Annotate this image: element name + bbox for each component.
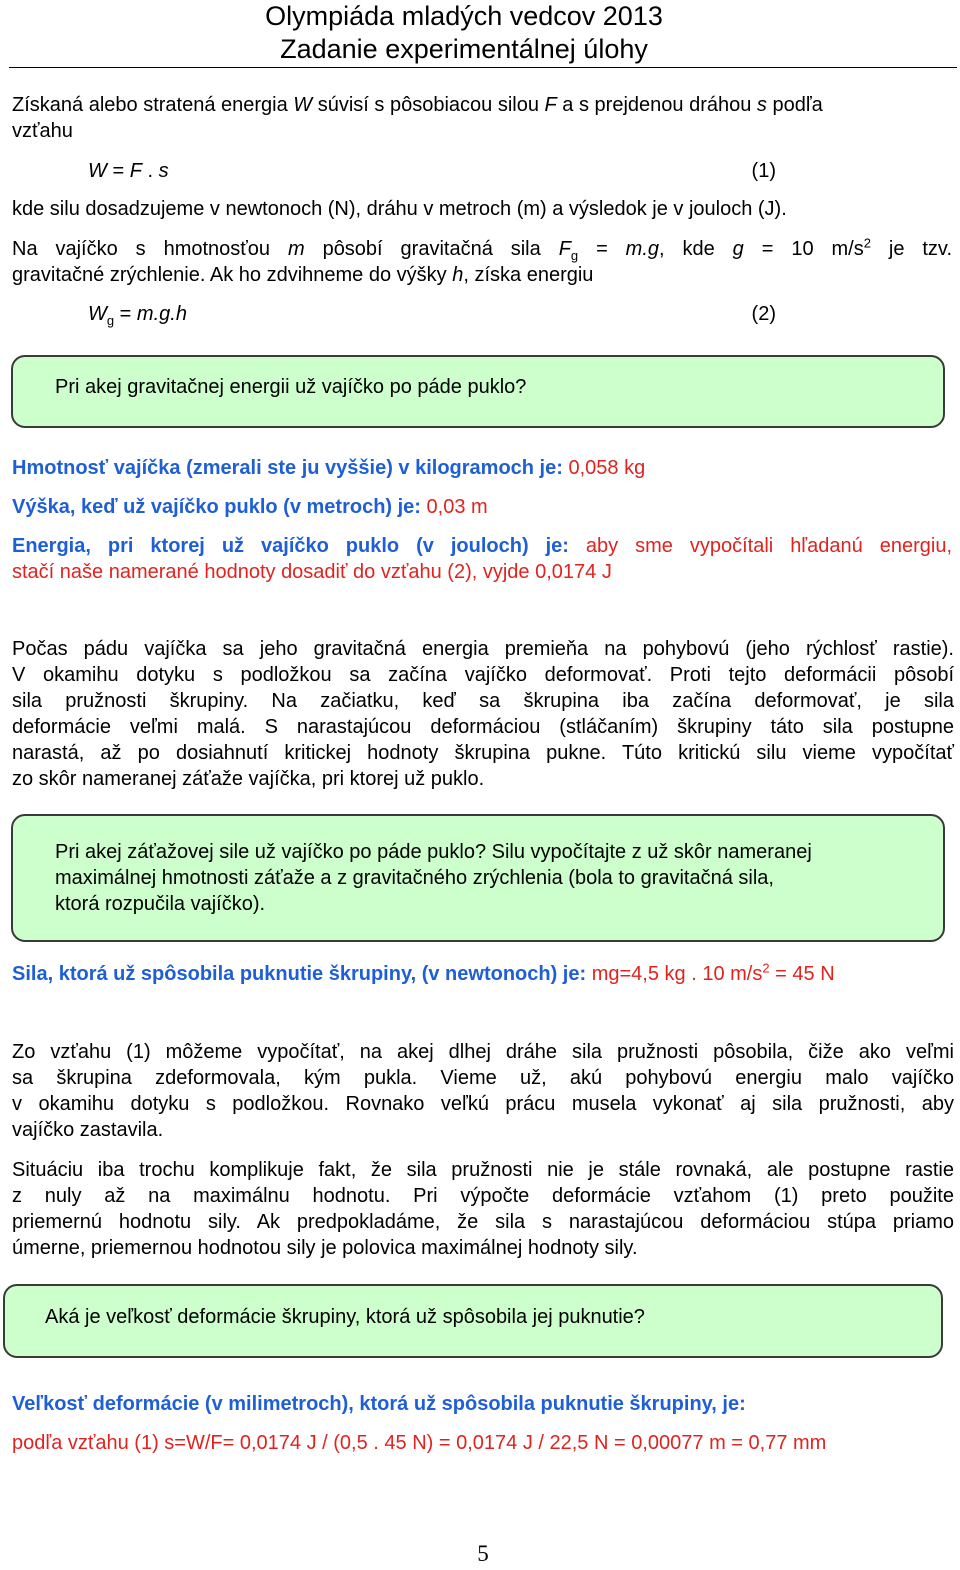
answer-mass: Hmotnosť vajíčka (zmerali ste ju vyššie) v kilogramoch je: 0,058 kg — [12, 457, 646, 479]
answer-energy-line-1: Energia, pri ktorej už vajíčko puklo (v jouloch) je: aby sme vypočítali hľadanú energiu, — [12, 535, 952, 557]
answer-force: Sila, ktorá už spôsobila puknutie škrupiny, (v newtonoch) je: mg=4,5 kg . 10 $m/s^2 = 45$ N — [12, 960, 835, 985]
work-paragraph — [12, 1039, 954, 1143]
paragraph-line: zo skôr nameranej záťaže vajíčka, pri ktorej už puklo. — [12, 768, 485, 790]
page-header — [230, 0, 698, 66]
answer-height: Výška, keď už vajíčko puklo (v metroch) je: 0,03 m — [12, 496, 488, 518]
page-number: 5 — [477, 1541, 489, 1566]
task-box-energy — [11, 355, 945, 428]
task-box-deformation-text: Aká je veľkosť deformácie škrupiny, ktorá už spôsobila jej puknutie? — [45, 1306, 645, 1328]
paragraph-line: vajíčko zastavila. — [12, 1119, 164, 1141]
paragraph-line: Počas pádu vajíčka sa jeho gravitačná energia premieňa na pohybovú (jeho rýchlosť rastie). — [12, 638, 954, 660]
paragraph-line: z nuly až na maximálnu hodnotu. Pri výpočte deformácie vzťahom (1) preto použite — [12, 1185, 954, 1207]
paragraph-line: úmerne, priemernou hodnotou sily je polovica maximálnej hodnoty sily. — [12, 1237, 638, 1259]
equation-2: $W_g = m.g.h$ (2) — [88, 303, 776, 328]
paragraph-line: priemernú hodnotu sily. Ak predpokladáme, že sila s narastajúcou deformáciou stúpa priamo — [12, 1211, 954, 1233]
answer-energy-line-2: stačí naše namerané hodnoty dosadiť do vzťahu (2), vyjde 0,0174 J — [12, 561, 612, 583]
average-force-paragraph — [12, 1157, 954, 1261]
paragraph-line: deformácie veľmi malá. S narastajúcou deformáciou (stláčaním) škrupiny táto sila postupne — [12, 716, 954, 738]
header-title: Olympiáda mladých vedcov 2013 — [265, 1, 663, 31]
gravity-line-2: gravitačné zrýchlenie. Ak ho zdvihneme do výšky h, získa energiu — [12, 264, 594, 286]
equation-1: W = F . s (1) — [88, 160, 776, 182]
task-box-force — [11, 814, 945, 942]
paragraph-line: V okamihu dotyku s podložkou sa začína vajíčko deformovať. Proti tejto deformácii pôsobí — [12, 664, 954, 686]
paragraph-line: v okamihu dotyku s podložkou. Rovnako veľkú prácu musela vykonať aj sila pružnosti, aby — [12, 1093, 954, 1115]
paragraph-line: sila pružnosti škrupiny. Na začiatku, keď sa škrupina iba začína deformovať, je sila — [12, 690, 954, 712]
task-box-force-text — [55, 839, 812, 917]
answer-deformation-label: Veľkosť deformácie (v milimetroch), ktorá už spôsobila puknutie škrupiny, je: — [12, 1393, 746, 1415]
task-box-force-line: Pri akej záťažovej sile už vajíčko po páde puklo? Silu vypočítajte z už skôr nameranej — [55, 841, 812, 863]
units-sentence: kde silu dosadzujeme v newtonoch (N), dráhu v metroch (m) a výsledok je v jouloch (J). — [12, 198, 787, 220]
intro-line-2: vzťahu — [12, 120, 73, 142]
task-box-deformation — [3, 1284, 943, 1358]
header-rule — [9, 67, 957, 68]
gravity-line-1: Na vajíčko s hmotnosťou m pôsobí gravitačná sila $F_g = m.g$, kde g = 10 $m/s^2$ je tzv. — [12, 235, 952, 263]
task-box-force-line: maximálnej hmotnosti záťaže a z gravitačného zrýchlenia (bola to gravitačná sila, — [55, 867, 774, 889]
header-subtitle: Zadanie experimentálnej úlohy — [280, 34, 648, 64]
task-box-force-line: ktorá rozpučila vajíčko). — [55, 893, 266, 915]
task-box-energy-text: Pri akej gravitačnej energii už vajíčko po páde puklo? — [55, 376, 527, 398]
paragraph-line: Situáciu iba trochu komplikuje fakt, že sila pružnosti nie je stále rovnaká, ale postupne rastie — [12, 1159, 954, 1181]
intro-line-1: Získaná alebo stratená energia W súvisí s pôsobiacou silou F a s prejdenou dráhou s podľa — [12, 94, 823, 116]
deformation-paragraph — [12, 636, 954, 792]
answer-force-value: mg=4,5 kg . 10 $m/s^2 = 45$ N — [591, 960, 835, 985]
equation-1-number: (1) — [751, 160, 776, 182]
paragraph-line: Zo vzťahu (1) môžeme vypočítať, na akej dlhej dráhe sila pružnosti pôsobila, čiže ako veľmi — [12, 1041, 954, 1063]
paragraph-line: narastá, až po dosiahnutí kritickej hodnoty škrupina pukne. Túto kritickú silu vieme vypočítať — [12, 742, 954, 764]
answer-deformation-value: podľa vzťahu (1) s=W/F= 0,0174 J / (0,5 . 45 N) = 0,0174 J / 22,5 N = 0,00077 m = 0,77 mm — [12, 1432, 827, 1454]
equation-2-number: (2) — [751, 303, 776, 325]
answer-energy-value: aby sme vypočítali hľadanú energiu, — [585, 535, 952, 557]
paragraph-line: sa škrupina zdeformovala, kým pukla. Vieme už, akú pohybovú energiu malo vajíčko — [12, 1067, 954, 1089]
answer-height-value: 0,03 m — [426, 496, 488, 518]
answer-mass-value: 0,058 kg — [568, 457, 646, 479]
